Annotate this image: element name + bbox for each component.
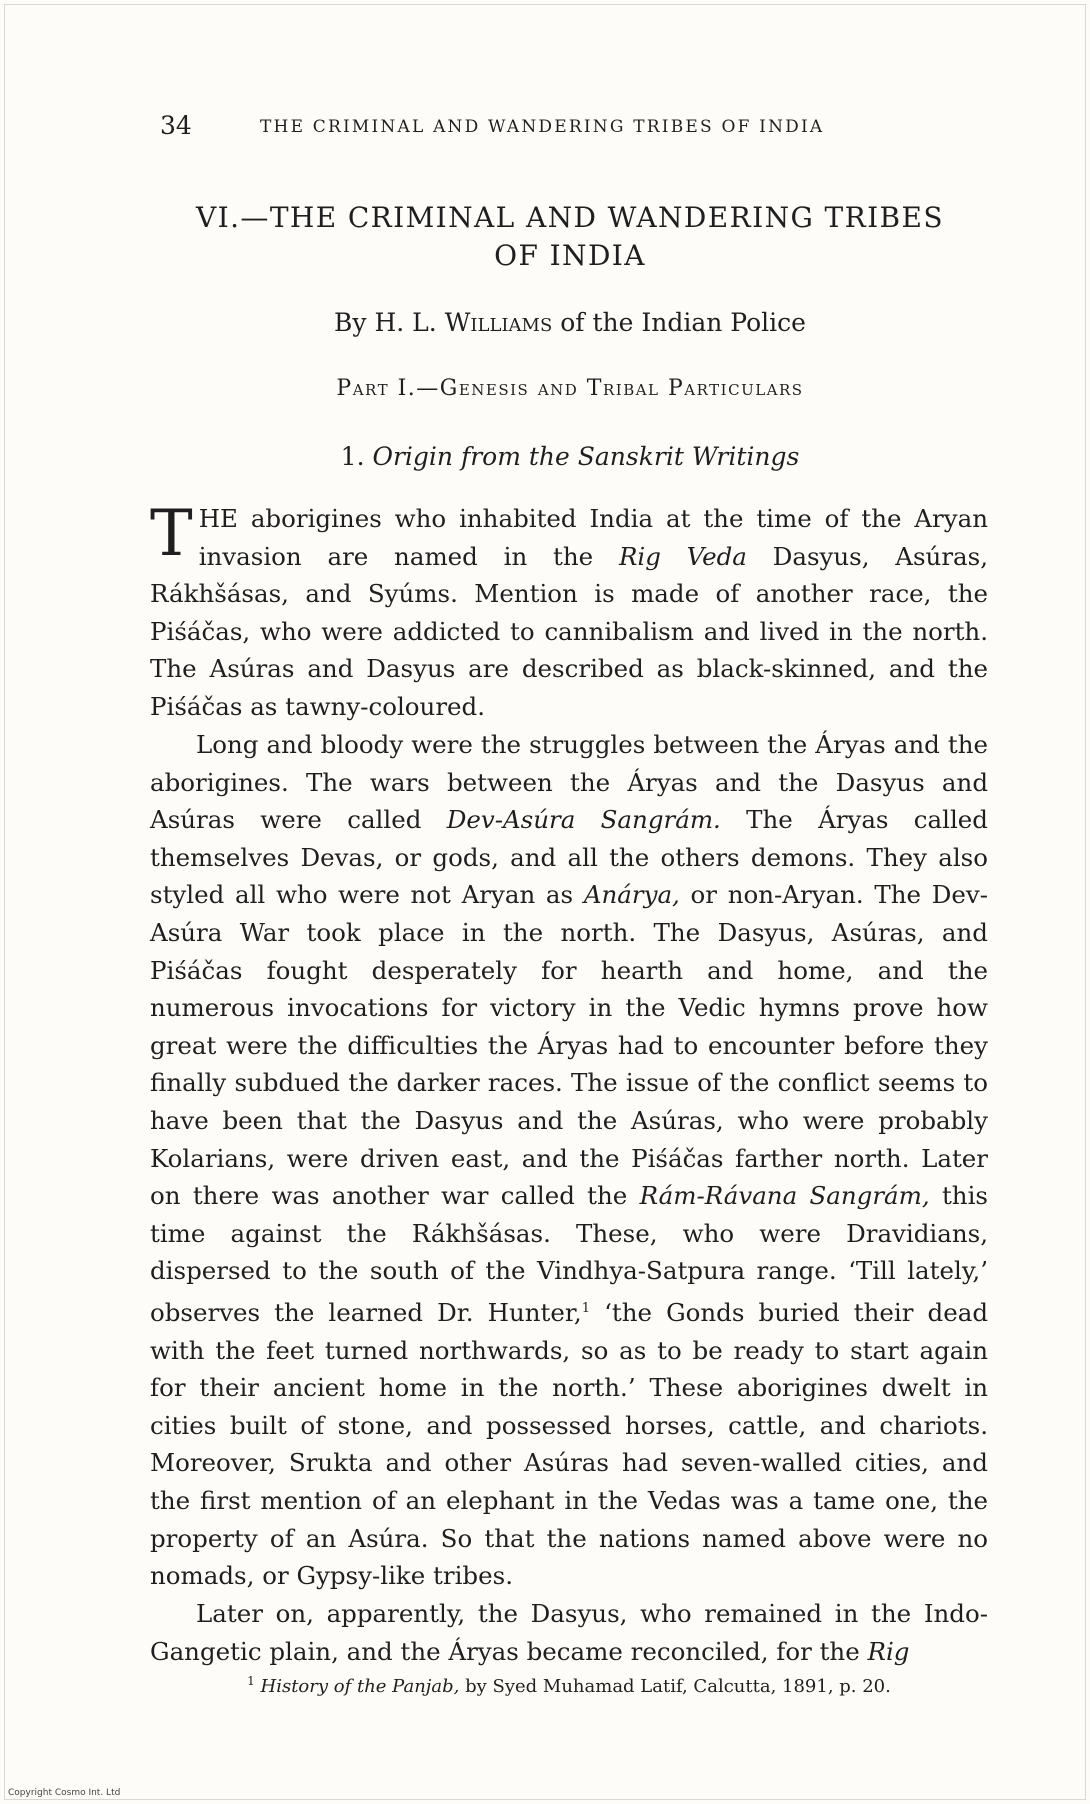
italic-dev-asura-sangram: Dev-Asúra Sangrám. (446, 805, 721, 835)
paragraph-2-text-a: Long and bloody were the struggles between the Áryas and the aborigines. The wars between the Áryas and the Dasyus and Asúras were called (150, 730, 988, 835)
byline-suffix: of the Indian Police (560, 308, 806, 337)
italic-rig-veda: Rig Veda (618, 541, 747, 571)
italic-ram-ravana-sangram: Rám-Rávana Sangrám, (639, 1181, 930, 1211)
paragraph-2-text-d: this time against the Rákhšásas. These, who were Dravidians, dispersed to the south of the Vindhya-Satpura range. ‘Till lately,’ observes the learned Dr. Hunter, (150, 1181, 988, 1328)
paragraph-1-text-b: Dasyus, Asúras, Rákhšásas, and Syúms. Mention is made of another race, the Piśáčas, who were addicted to cannibalism and lived in the north. The Asúras and Dasyus are described as black-skinned, and the Piśáčas as tawny-coloured. (150, 541, 989, 721)
running-title: THE CRIMINAL AND WANDERING TRIBES OF INDIA (260, 117, 825, 137)
byline (150, 306, 990, 340)
paragraph-2-text-c: or non-Aryan. The Dev-Asúra War took place in the north. The Dasyus, Asúras, and Piśáčas fought desperately for hearth and home, and the numerous invocations for victory in the Vedic hymns prove how great were the difficulties the Áryas had to encounter before they finally subdued the darker races. The issue of the conflict seems to have been that the Dasyus and the Asúras, who were probably Kolarians, were driven east, and the Piśáčas farther north. Later on there was another war called the (150, 880, 988, 1211)
section-title: Origin from the Sanskrit Writings (372, 442, 800, 471)
paragraph-1-text-a: HE aborigines who inhabited India at the time of the Aryan invasion are named in the (198, 504, 988, 571)
footnote-marker: 1 (247, 1674, 255, 1688)
section-number: 1. (340, 442, 365, 471)
paragraph-2-text-b: The Áryas called themselves Devas, or gods, and all the others demons. They also styled all who were not Aryan as (150, 805, 988, 910)
footnote (150, 1668, 988, 1700)
copyright-notice: Copyright Cosmo Int. Ltd (8, 1788, 121, 1798)
footnote-reference[interactable]: 1 (581, 1300, 590, 1316)
byline-prefix: By H. L. (334, 308, 437, 337)
paragraph-3 (150, 1595, 988, 1670)
footnote-text: by Syed Muhamad Latif, Calcutta, 1891, p. 20. (459, 1676, 891, 1697)
byline-author-name: Williams (444, 308, 553, 337)
drop-cap: T (150, 497, 193, 571)
page-number: 34 (160, 111, 192, 140)
running-head (160, 112, 900, 140)
article-title-line-1: VI.—THE CRIMINAL AND WANDERING TRIBES (196, 201, 944, 234)
section-heading (150, 440, 990, 474)
italic-anarya: Anárya, (583, 880, 680, 910)
italic-rig: Rig (867, 1636, 910, 1666)
paragraph-3-text-a: Later on, apparently, the Dasyus, who remained in the Indo-Gangetic plain, and the Áryas became reconciled, for the (150, 1599, 988, 1666)
paragraph-2-text-e: ‘the Gonds buried their dead with the feet turned northwards, so as to be ready to start again for their ancient home in the north.’ These aborigines dwelt in cities built of stone, and possessed horses, cattle, and chariots. Moreover, Srukta and other Asúras had seven-walled cities, and the first mention of an elephant in the Vedas was a tame one, the property of an Asúra. So that the nations named above were no nomads, or Gypsy-like tribes. (150, 1298, 989, 1591)
footnote-italic-title: History of the Panjab, (260, 1676, 460, 1697)
paragraph-1 (150, 497, 989, 726)
paragraph-2 (150, 726, 988, 1595)
article-title-line-2: OF INDIA (494, 239, 646, 272)
part-heading: Part I.—Genesis and Tribal Particulars (336, 376, 804, 401)
